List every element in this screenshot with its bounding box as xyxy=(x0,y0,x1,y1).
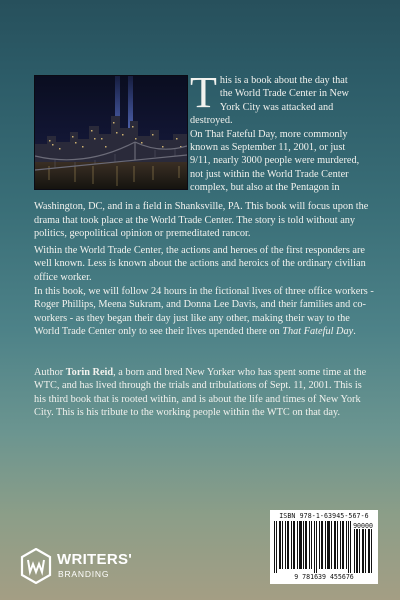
drop-cap: T xyxy=(190,68,217,117)
intro-line: known as September 11, 2001, or just xyxy=(190,142,346,154)
intro-line: York City was attacked and destroyed. xyxy=(190,101,334,127)
summary-italic-title: That Fateful Day xyxy=(282,326,354,338)
publisher-name: WRITERS' xyxy=(57,551,133,568)
summary-text: In this book, we will follow 24 hours in the fictional lives of three office workers - Roger Phillips, Meena Sukram, and Donna Lee Davis, and their families and co-workers - as they began their day just like any other, making their way to the World Trade Center only to see their lives upended there on xyxy=(34,286,374,338)
intro-paragraph-continued: Washington, DC, and in a field in Shanksville, PA. This book will focus upon the drama that took place at the World Trade Center. The story is told without any politics, geopolitical opinion or premeditated rancor. xyxy=(34,201,369,240)
publisher-logo xyxy=(20,548,140,584)
barcode-bars xyxy=(274,521,374,573)
intro-paragraph-top xyxy=(190,68,374,195)
author-bio-text: , a born and bred New Yorker who has spent some time at the WTC, and has lived through the trials and tribulations of Sept. 11, 2001. This is his third book that is rooted within, and is about the life and times of New York City. This is his tribute to the working people within the WTC on that day. xyxy=(34,367,367,419)
publisher-subtitle: BRANDING xyxy=(58,569,110,579)
paragraph-story-summary xyxy=(34,285,374,339)
author-name: Torin Reid xyxy=(65,367,114,378)
intro-line: the World Trade Center in New xyxy=(219,88,349,100)
intro-line: 9/11, nearly 3000 people were murdered, xyxy=(190,155,360,167)
paragraph-first-responders: Within the World Trade Center, the actions and heroes of the first responders are well known. Less is known about the actions and heroics of the ordinary civilian office worker. xyxy=(34,245,366,283)
skyline-photo xyxy=(34,75,188,190)
isbn-label: ISBN 978-1-63945-567-6 xyxy=(279,512,369,520)
intro-line: On That Fateful Day, more commonly xyxy=(190,128,348,140)
barcode-box xyxy=(270,510,378,584)
tribute-in-light-image xyxy=(35,76,187,189)
summary-end: . xyxy=(353,326,356,338)
author-prefix: Author xyxy=(34,367,66,378)
intro-line: complex, but also at the Pentagon in xyxy=(190,182,340,194)
paragraph-author-bio xyxy=(34,366,374,420)
intro-line: not just within the World Trade Center xyxy=(190,168,349,180)
intro-line: his is a book about the day that xyxy=(219,75,348,86)
barcode-addon: 90000 xyxy=(353,522,373,530)
writers-branding-logo-icon xyxy=(20,548,52,584)
barcode-number: 9 781639 455676 xyxy=(294,573,354,581)
